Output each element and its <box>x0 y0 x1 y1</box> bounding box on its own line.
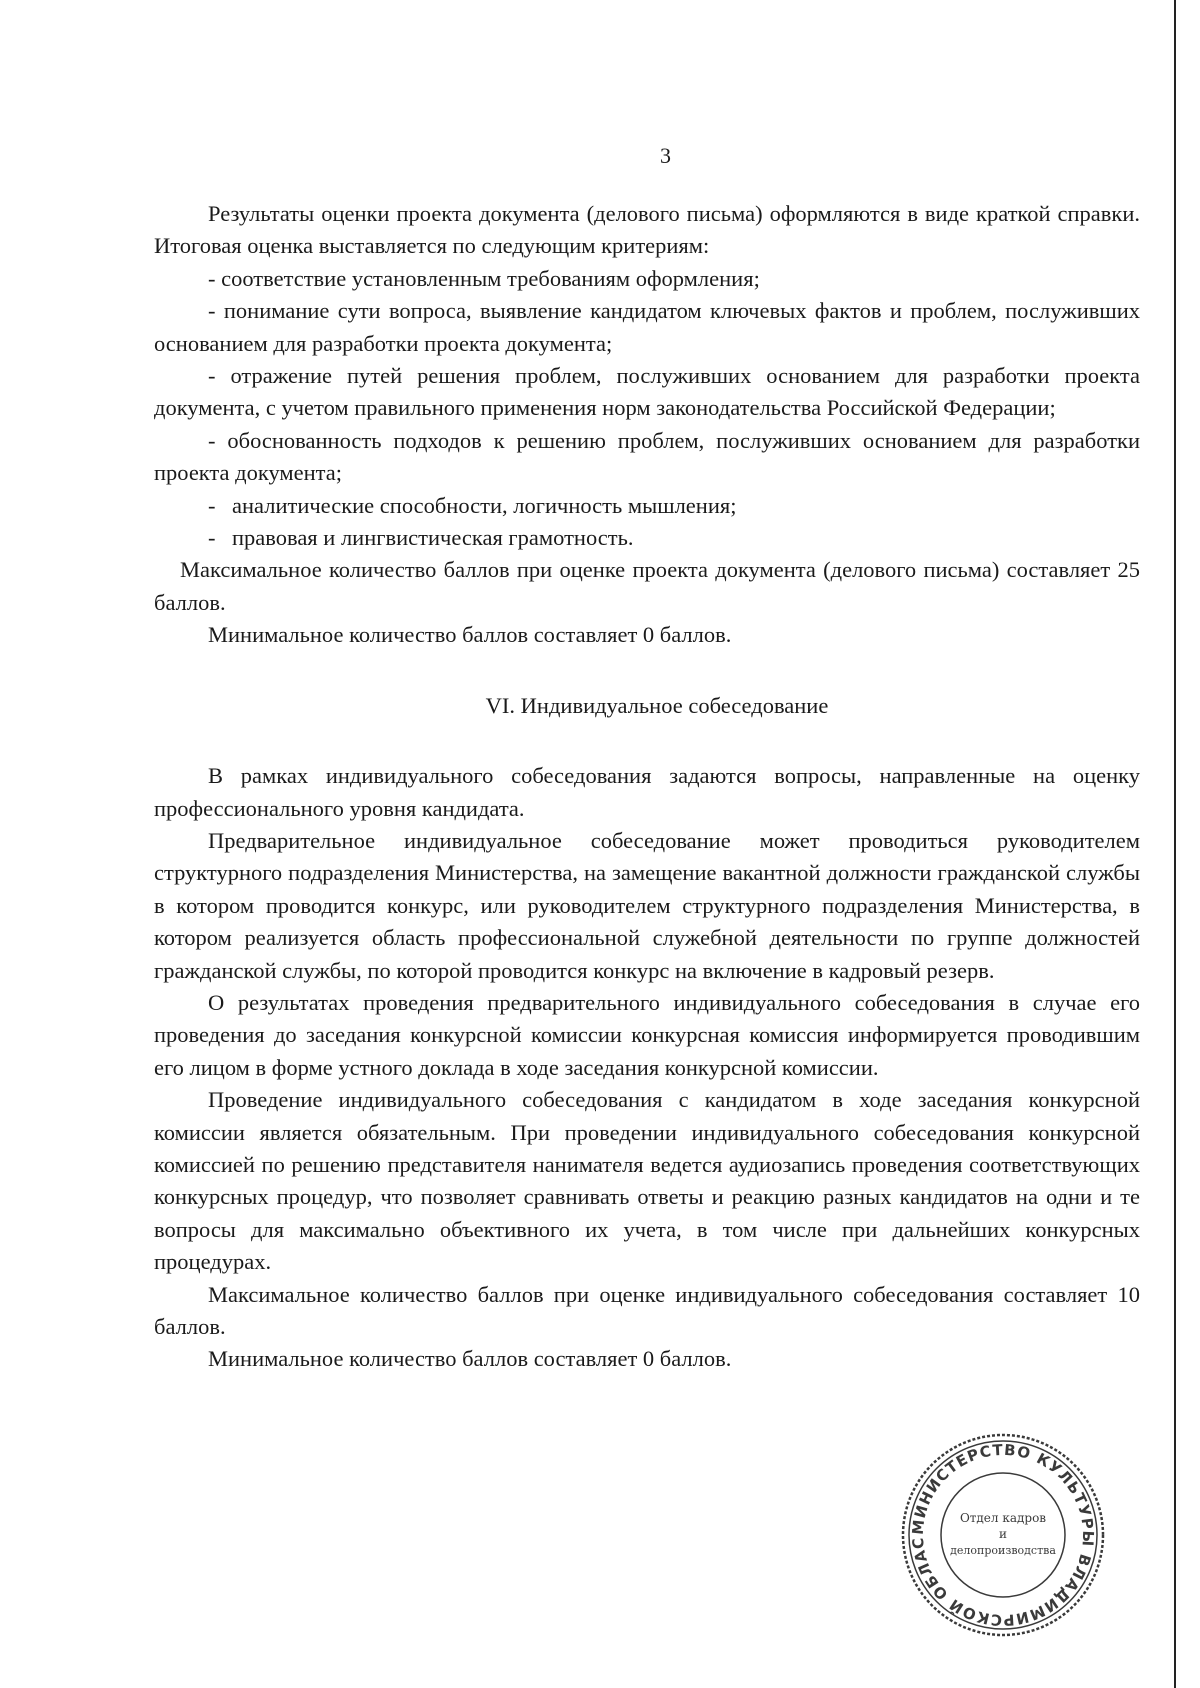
paragraph: В рамках индивидуального собеседования задаются вопросы, направленные на оценку профессионального уровня кандидата. <box>154 763 1140 821</box>
paragraph: О результатах проведения предварительного индивидуального собеседования в случае его проведения до заседания конкурсной комиссии конкурсная комиссия информируется проводившим его лицом в форме устного доклада в ходе заседания конкурсной комиссии. <box>154 989 1140 1080</box>
stamp-seal-icon <box>898 1430 1108 1640</box>
document-body <box>154 198 1140 1376</box>
dash-marker: - <box>208 525 216 551</box>
stamp-ring-text: МИНИСТЕРСТВО КУЛЬТУРЫ ВЛАДИМИРСКОЙ ОБЛАС <box>908 1440 1098 1630</box>
page-number: 3 <box>660 143 671 168</box>
official-stamp <box>898 1430 1108 1640</box>
criteria-item: - понимание сути вопроса, выявление кандидатом ключевых фактов и проблем, послуживших основанием для разработки проекта документа; <box>154 298 1140 356</box>
paragraph: Максимальное количество баллов при оценке индивидуального собеседования составляет 10 баллов. <box>154 1281 1140 1339</box>
stamp-center-line3: делопроизводства <box>950 1544 1056 1557</box>
section-heading: VI. Индивидуальное собеседование <box>485 692 829 718</box>
criteria-item-text: правовая и лингвистическая грамотность. <box>232 525 634 551</box>
paragraph: Результаты оценки проекта документа (делового письма) оформляются в виде краткой справки. Итоговая оценка выставляется по следующим критериям: <box>154 201 1140 259</box>
dash-marker: - <box>208 492 216 518</box>
stamp-center-line2: и <box>999 1527 1007 1541</box>
page-edge-line <box>1174 0 1176 1688</box>
criteria-item <box>208 490 1140 522</box>
criteria-item: - соответствие установленным требованиям оформления; <box>208 265 760 291</box>
criteria-item: - обоснованность подходов к решению проблем, послуживших основанием для разработки проекта документа; <box>154 427 1140 486</box>
paragraph: Предварительное индивидуальное собеседование может проводиться руководителем структурного подразделения Министерства, на замещение вакантной должности гражданской службы в котором проводится конкурс, или руководителем структурного подразделения Министерства, в котором реализуется область профессиональной служебной деятельности по группе должностей гражданской службы, по которой проводится конкурс на включение в кадровый резерв. <box>154 827 1140 983</box>
criteria-item-text: аналитические способности, логичность мышления; <box>232 492 737 518</box>
paragraph: Минимальное количество баллов составляет 0 баллов. <box>208 622 732 648</box>
stamp-center-line1: Отдел кадров <box>959 1511 1047 1525</box>
paragraph: Минимальное количество баллов составляет 0 баллов. <box>208 1346 732 1372</box>
criteria-item <box>208 522 1140 554</box>
criteria-item: - отражение путей решения проблем, послуживших основанием для разработки проекта документа, с учетом правильного применения норм законодательства Российской Федерации; <box>154 363 1140 421</box>
paragraph: Проведение индивидуального собеседования с кандидатом в ходе заседания конкурсной комиссии является обязательным. При проведении индивидуального собеседования конкурсной комиссией по решению представителя нанимателя ведется аудиозапись проведения соответствующих конкурсных процедур, что позволяет сравнивать ответы и реакцию разных кандидатов на одни и те вопросы для максимально объективного их учета, в том числе при дальнейших конкурсных процедурах. <box>154 1087 1140 1275</box>
paragraph: Максимальное количество баллов при оценке проекта документа (делового письма) составляет 25 баллов. <box>154 557 1140 615</box>
